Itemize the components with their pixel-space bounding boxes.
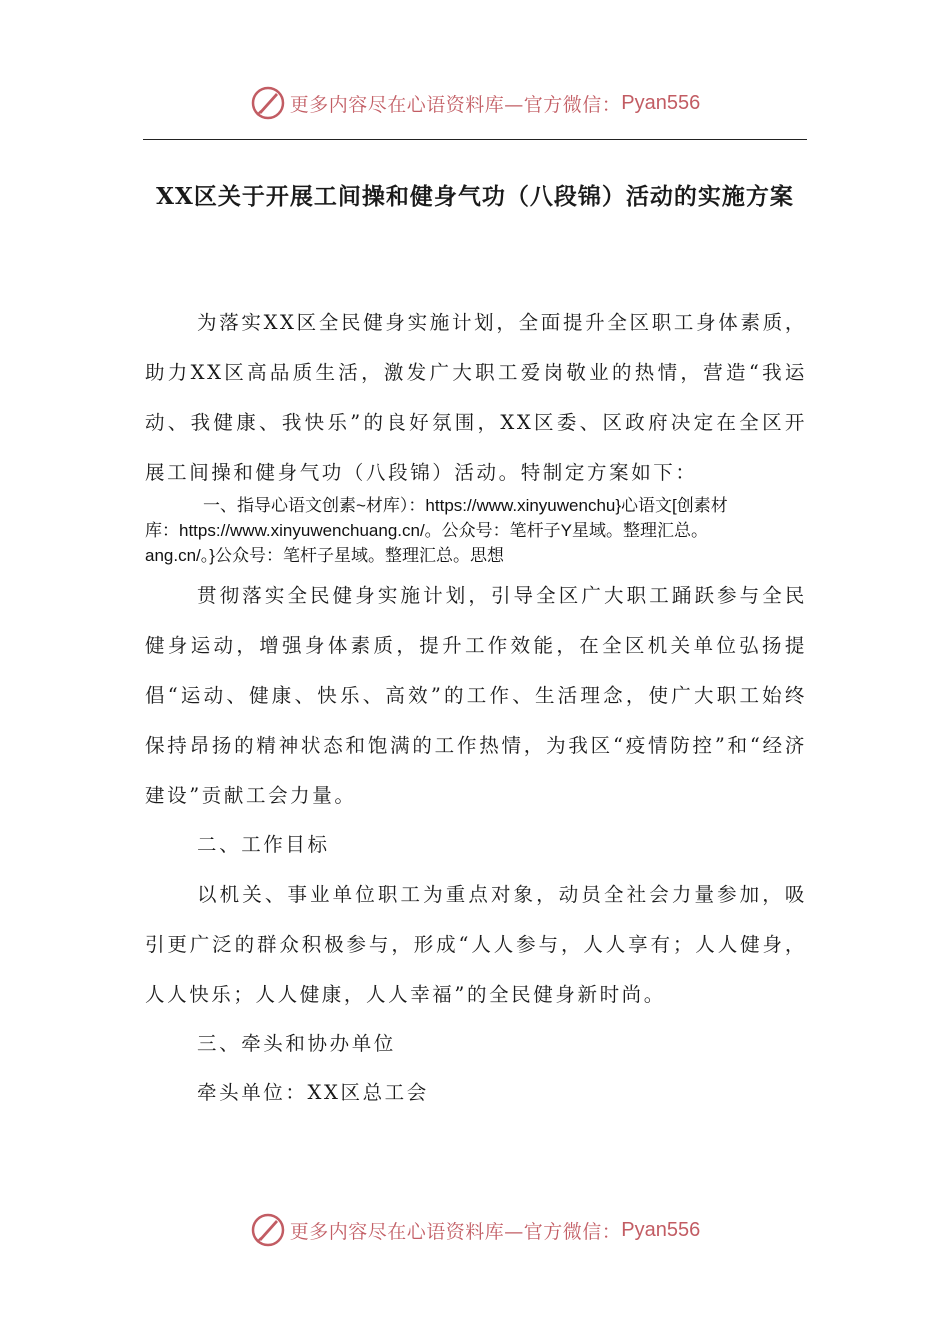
footer-banner-wechat-id: Pyan556 xyxy=(621,1218,701,1241)
header-banner xyxy=(0,83,950,123)
injected-line-3: ang.cn/。}公众号：笔杆子星域。整理汇总。思想 xyxy=(145,546,504,565)
quill-pen-logo-icon xyxy=(250,85,286,121)
banner-wechat-id: Pyan556 xyxy=(621,91,701,114)
section-heading-2: 二、工作目标 xyxy=(197,833,330,856)
footer-banner-text: 更多内容尽在心语资料库—官方微信： xyxy=(289,1220,622,1243)
document-title: XX区关于开展工间操和健身气功（八段锦）活动的实施方案 xyxy=(156,183,794,210)
paragraph-intro: 为落实XX区全民健身实施计划，全面提升全区职工身体素质，助力XX区高品质生活，激发广大职工爱岗敬业的热情，营造“我运动、我健康、我快乐”的良好氛围，XX区委、区政府决定在全区开展工间操和健身气功（八段锦）活动。特制定方案如下： xyxy=(145,311,807,484)
banner-text: 更多内容尽在心语资料库—官方微信： xyxy=(289,93,622,116)
section-heading-3: 三、牵头和协办单位 xyxy=(197,1032,396,1055)
injected-watermark-text xyxy=(145,493,807,568)
footer-banner xyxy=(0,1210,950,1250)
paragraph-goal: 以机关、事业单位职工为重点对象，动员全社会力量参加，吸引更广泛的群众积极参与，形成“人人参与，人人享有；人人健身，人人快乐；人人健康，人人幸福”的全民健身新时尚。 xyxy=(145,883,807,1006)
quill-pen-logo-icon xyxy=(250,1212,286,1248)
injected-line-1: 一、指导心语文创素~材库）：https://www.xinyuwenchu}心语文[创素材 xyxy=(203,496,728,515)
injected-line-2: 库：https://www.xinyuwenchuang.cn/。公众号：笔杆子Y星域。整理汇总。 xyxy=(145,521,709,540)
header-divider xyxy=(143,139,807,140)
paragraph-guiding: 贯彻落实全民健身实施计划，引导全区广大职工踊跃参与全民健身运动，增强身体素质，提升工作效能，在全区机关单位弘扬提倡“运动、健康、快乐、高效”的工作、生活理念，使广大职工始终保持昂扬的精神状态和饱满的工作热情，为我区“疫情防控”和“经济建设”贡献工会力量。 xyxy=(145,584,807,807)
paragraph-lead-unit: 牵头单位：XX区总工会 xyxy=(197,1081,429,1104)
